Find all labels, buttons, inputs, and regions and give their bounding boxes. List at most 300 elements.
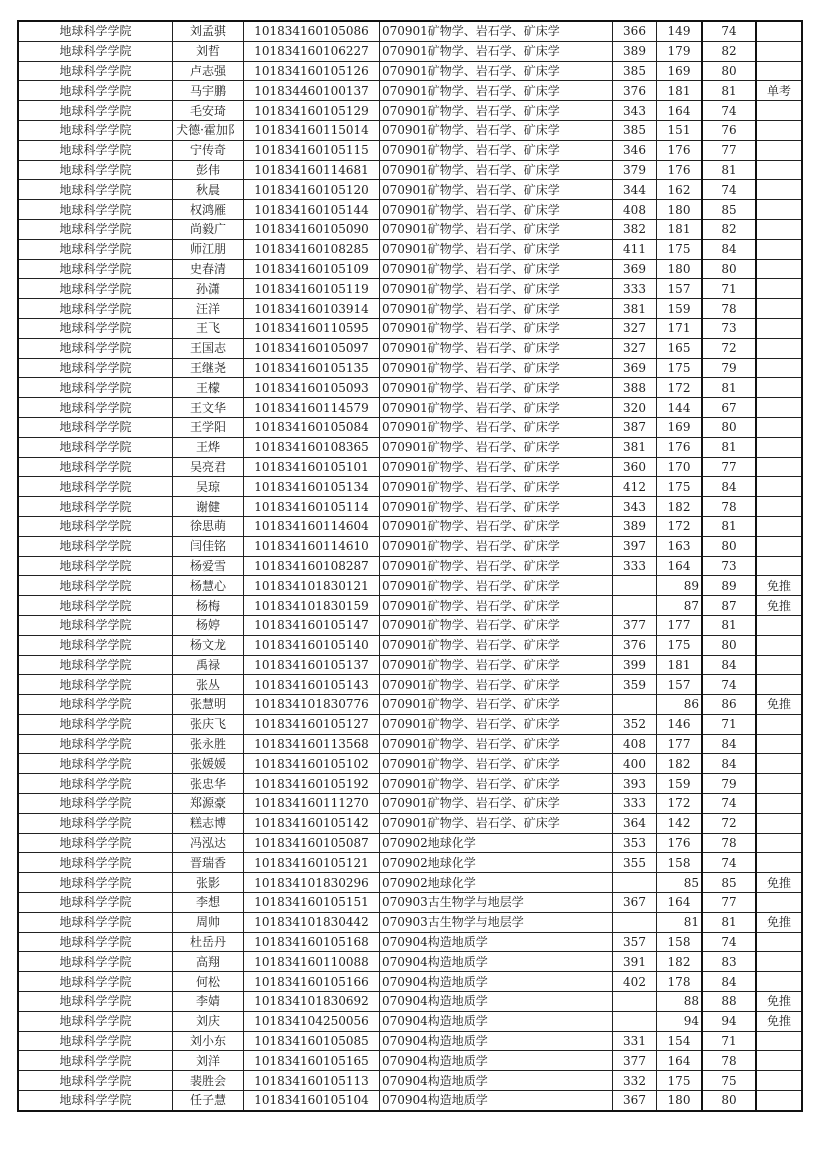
exam-id-cell: 101834160110088 (244, 952, 380, 972)
total-score-cell: 84 (702, 972, 756, 992)
college-cell: 地球科学学院 (18, 794, 173, 814)
table-row (18, 794, 802, 814)
table-row (18, 318, 802, 338)
total-score-cell: 80 (702, 536, 756, 556)
table-body (18, 21, 802, 1111)
major-cell: 070901矿物学、岩石学、矿床学 (380, 655, 613, 675)
exam-id-cell: 101834160105166 (244, 972, 380, 992)
initial-score-cell: 376 (613, 635, 657, 655)
initial-score-cell: 352 (613, 714, 657, 734)
total-score-cell: 81 (702, 437, 756, 457)
college-cell: 地球科学学院 (18, 1031, 173, 1051)
major-cell: 070904构造地质学 (380, 1011, 613, 1031)
name-cell: 史春清 (173, 259, 244, 279)
retest-score-cell: 170 (657, 457, 703, 477)
major-cell: 070901矿物学、岩石学、矿床学 (380, 615, 613, 635)
college-cell: 地球科学学院 (18, 398, 173, 418)
retest-score-cell: 181 (657, 81, 703, 101)
college-cell: 地球科学学院 (18, 1011, 173, 1031)
total-score-cell: 81 (702, 615, 756, 635)
table-row (18, 120, 802, 140)
retest-score-cell: 175 (657, 635, 703, 655)
major-cell: 070901矿物学、岩石学、矿床学 (380, 318, 613, 338)
initial-score-cell: 402 (613, 972, 657, 992)
total-score-cell: 83 (702, 952, 756, 972)
retest-score-cell: 87 (657, 596, 703, 616)
total-score-cell: 74 (702, 101, 756, 121)
initial-score-cell: 367 (613, 1091, 657, 1111)
exam-id-cell: 101834101830442 (244, 912, 380, 932)
exam-id-cell: 101834160106227 (244, 41, 380, 61)
exam-id-cell: 101834160105104 (244, 1091, 380, 1111)
note-cell (756, 120, 802, 140)
total-score-cell: 78 (702, 299, 756, 319)
initial-score-cell: 393 (613, 774, 657, 794)
major-cell: 070901矿物学、岩石学、矿床学 (380, 516, 613, 536)
retest-score-cell: 172 (657, 516, 703, 536)
total-score-cell: 80 (702, 635, 756, 655)
total-score-cell: 67 (702, 398, 756, 418)
major-cell: 070903古生物学与地层学 (380, 893, 613, 913)
initial-score-cell: 369 (613, 259, 657, 279)
major-cell: 070901矿物学、岩石学、矿床学 (380, 734, 613, 754)
college-cell: 地球科学学院 (18, 576, 173, 596)
note-cell (756, 140, 802, 160)
initial-score-cell: 333 (613, 794, 657, 814)
note-cell (756, 893, 802, 913)
name-cell: 周帅 (173, 912, 244, 932)
table-row (18, 675, 802, 695)
exam-id-cell: 101834101830692 (244, 992, 380, 1012)
college-cell: 地球科学学院 (18, 873, 173, 893)
total-score-cell: 84 (702, 655, 756, 675)
initial-score-cell: 343 (613, 497, 657, 517)
retest-score-cell: 175 (657, 239, 703, 259)
initial-score-cell: 327 (613, 338, 657, 358)
note-cell (756, 853, 802, 873)
table-row (18, 279, 802, 299)
note-cell (756, 1091, 802, 1111)
total-score-cell: 80 (702, 417, 756, 437)
table-row (18, 972, 802, 992)
exam-id-cell: 101834160105143 (244, 675, 380, 695)
table-row (18, 893, 802, 913)
initial-score-cell: 382 (613, 219, 657, 239)
name-cell: 王飞 (173, 318, 244, 338)
table-row (18, 457, 802, 477)
name-cell: 张永胜 (173, 734, 244, 754)
initial-score-cell: 369 (613, 358, 657, 378)
note-cell (756, 932, 802, 952)
exam-id-cell: 101834160108365 (244, 437, 380, 457)
name-cell: 冯泓达 (173, 833, 244, 853)
exam-id-cell: 101834160105135 (244, 358, 380, 378)
name-cell: 犬德·霍加阝 (173, 120, 244, 140)
retest-score-cell: 169 (657, 61, 703, 81)
note-cell: 免推 (756, 1011, 802, 1031)
note-cell (756, 833, 802, 853)
total-score-cell: 74 (702, 794, 756, 814)
name-cell: 李想 (173, 893, 244, 913)
retest-score-cell: 86 (657, 695, 703, 715)
college-cell: 地球科学学院 (18, 615, 173, 635)
major-cell: 070901矿物学、岩石学、矿床学 (380, 239, 613, 259)
retest-score-cell: 142 (657, 813, 703, 833)
initial-score-cell (613, 596, 657, 616)
college-cell: 地球科学学院 (18, 952, 173, 972)
name-cell: 刘孟骐 (173, 21, 244, 41)
retest-score-cell: 144 (657, 398, 703, 418)
college-cell: 地球科学学院 (18, 853, 173, 873)
college-cell: 地球科学学院 (18, 101, 173, 121)
college-cell: 地球科学学院 (18, 655, 173, 675)
name-cell: 秋晨 (173, 180, 244, 200)
retest-score-cell: 151 (657, 120, 703, 140)
table-row (18, 81, 802, 101)
retest-score-cell: 163 (657, 536, 703, 556)
college-cell: 地球科学学院 (18, 912, 173, 932)
total-score-cell: 74 (702, 932, 756, 952)
name-cell: 权鸿雁 (173, 200, 244, 220)
major-cell: 070904构造地质学 (380, 1071, 613, 1091)
note-cell (756, 952, 802, 972)
table-row (18, 358, 802, 378)
name-cell: 宁传奇 (173, 140, 244, 160)
major-cell: 070901矿物学、岩石学、矿床学 (380, 398, 613, 418)
retest-score-cell: 175 (657, 1071, 703, 1091)
retest-score-cell: 154 (657, 1031, 703, 1051)
name-cell: 毛安琦 (173, 101, 244, 121)
exam-id-cell: 101834160105101 (244, 457, 380, 477)
college-cell: 地球科学学院 (18, 120, 173, 140)
retest-score-cell: 81 (657, 912, 703, 932)
exam-id-cell: 101834160105192 (244, 774, 380, 794)
name-cell: 汪洋 (173, 299, 244, 319)
retest-score-cell: 175 (657, 358, 703, 378)
major-cell: 070901矿物学、岩石学、矿床学 (380, 675, 613, 695)
major-cell: 070901矿物学、岩石学、矿床学 (380, 140, 613, 160)
exam-id-cell: 101834160105168 (244, 932, 380, 952)
retest-score-cell: 85 (657, 873, 703, 893)
initial-score-cell: 400 (613, 754, 657, 774)
college-cell: 地球科学学院 (18, 299, 173, 319)
college-cell: 地球科学学院 (18, 259, 173, 279)
college-cell: 地球科学学院 (18, 754, 173, 774)
major-cell: 070904构造地质学 (380, 972, 613, 992)
exam-id-cell: 101834101830296 (244, 873, 380, 893)
note-cell: 免推 (756, 576, 802, 596)
retest-score-cell: 172 (657, 794, 703, 814)
retest-score-cell: 89 (657, 576, 703, 596)
total-score-cell: 82 (702, 41, 756, 61)
note-cell: 免推 (756, 992, 802, 1012)
retest-score-cell: 182 (657, 952, 703, 972)
note-cell (756, 200, 802, 220)
table-row (18, 992, 802, 1012)
name-cell: 刘庆 (173, 1011, 244, 1031)
retest-score-cell: 157 (657, 279, 703, 299)
table-row (18, 853, 802, 873)
exam-id-cell: 101834101830776 (244, 695, 380, 715)
college-cell: 地球科学学院 (18, 477, 173, 497)
college-cell: 地球科学学院 (18, 160, 173, 180)
major-cell: 070901矿物学、岩石学、矿床学 (380, 101, 613, 121)
major-cell: 070904构造地质学 (380, 952, 613, 972)
exam-id-cell: 101834101830121 (244, 576, 380, 596)
name-cell: 刘哲 (173, 41, 244, 61)
retest-score-cell: 180 (657, 200, 703, 220)
table-row (18, 21, 802, 41)
total-score-cell: 81 (702, 378, 756, 398)
name-cell: 吴琼 (173, 477, 244, 497)
retest-score-cell: 177 (657, 615, 703, 635)
exam-id-cell: 101834160105129 (244, 101, 380, 121)
table-row (18, 437, 802, 457)
exam-id-cell: 101834160114681 (244, 160, 380, 180)
major-cell: 070904构造地质学 (380, 1031, 613, 1051)
retest-score-cell: 181 (657, 219, 703, 239)
total-score-cell: 78 (702, 833, 756, 853)
initial-score-cell: 388 (613, 378, 657, 398)
note-cell (756, 358, 802, 378)
retest-score-cell: 181 (657, 655, 703, 675)
exam-id-cell: 101834160114579 (244, 398, 380, 418)
initial-score-cell: 331 (613, 1031, 657, 1051)
note-cell (756, 21, 802, 41)
initial-score-cell: 385 (613, 61, 657, 81)
college-cell: 地球科学学院 (18, 279, 173, 299)
table-row (18, 1091, 802, 1111)
college-cell: 地球科学学院 (18, 536, 173, 556)
major-cell: 070901矿物学、岩石学、矿床学 (380, 556, 613, 576)
note-cell (756, 972, 802, 992)
college-cell: 地球科学学院 (18, 61, 173, 81)
initial-score-cell: 391 (613, 952, 657, 972)
retest-score-cell: 164 (657, 101, 703, 121)
college-cell: 地球科学学院 (18, 1071, 173, 1091)
total-score-cell: 80 (702, 259, 756, 279)
retest-score-cell: 172 (657, 378, 703, 398)
retest-score-cell: 180 (657, 1091, 703, 1111)
major-cell: 070904构造地质学 (380, 932, 613, 952)
total-score-cell: 78 (702, 497, 756, 517)
note-cell (756, 101, 802, 121)
total-score-cell: 84 (702, 754, 756, 774)
college-cell: 地球科学学院 (18, 338, 173, 358)
name-cell: 张庆飞 (173, 714, 244, 734)
initial-score-cell: 360 (613, 457, 657, 477)
retest-score-cell: 178 (657, 972, 703, 992)
note-cell (756, 160, 802, 180)
note-cell: 免推 (756, 596, 802, 616)
retest-score-cell: 176 (657, 140, 703, 160)
table-row (18, 219, 802, 239)
exam-id-cell: 101834160105165 (244, 1051, 380, 1071)
name-cell: 高翔 (173, 952, 244, 972)
table-row (18, 754, 802, 774)
initial-score-cell: 332 (613, 1071, 657, 1091)
name-cell: 王国志 (173, 338, 244, 358)
initial-score-cell: 343 (613, 101, 657, 121)
major-cell: 070901矿物学、岩石学、矿床学 (380, 378, 613, 398)
total-score-cell: 81 (702, 912, 756, 932)
total-score-cell: 88 (702, 992, 756, 1012)
exam-id-cell: 101834160115014 (244, 120, 380, 140)
table-row (18, 1051, 802, 1071)
initial-score-cell: 377 (613, 615, 657, 635)
note-cell (756, 457, 802, 477)
total-score-cell: 72 (702, 813, 756, 833)
college-cell: 地球科学学院 (18, 437, 173, 457)
name-cell: 张忠华 (173, 774, 244, 794)
college-cell: 地球科学学院 (18, 358, 173, 378)
name-cell: 杨婷 (173, 615, 244, 635)
table-row (18, 200, 802, 220)
total-score-cell: 79 (702, 774, 756, 794)
table-row (18, 576, 802, 596)
note-cell (756, 655, 802, 675)
name-cell: 张影 (173, 873, 244, 893)
table-row (18, 398, 802, 418)
name-cell: 王檬 (173, 378, 244, 398)
major-cell: 070901矿物学、岩石学、矿床学 (380, 21, 613, 41)
table-row (18, 1071, 802, 1091)
exam-id-cell: 101834160105087 (244, 833, 380, 853)
name-cell: 师江朋 (173, 239, 244, 259)
table-row (18, 833, 802, 853)
major-cell: 070901矿物学、岩石学、矿床学 (380, 358, 613, 378)
exam-id-cell: 101834160105119 (244, 279, 380, 299)
name-cell: 卢志强 (173, 61, 244, 81)
college-cell: 地球科学学院 (18, 992, 173, 1012)
name-cell: 王文华 (173, 398, 244, 418)
initial-score-cell: 346 (613, 140, 657, 160)
exam-id-cell: 101834160105126 (244, 61, 380, 81)
exam-id-cell: 101834160114604 (244, 516, 380, 536)
college-cell: 地球科学学院 (18, 695, 173, 715)
college-cell: 地球科学学院 (18, 1091, 173, 1111)
total-score-cell: 80 (702, 61, 756, 81)
retest-score-cell: 94 (657, 1011, 703, 1031)
name-cell: 杨梅 (173, 596, 244, 616)
note-cell (756, 378, 802, 398)
initial-score-cell: 367 (613, 893, 657, 913)
retest-score-cell: 162 (657, 180, 703, 200)
college-cell: 地球科学学院 (18, 41, 173, 61)
major-cell: 070902地球化学 (380, 833, 613, 853)
table-row (18, 615, 802, 635)
table-row (18, 952, 802, 972)
name-cell: 王学阳 (173, 417, 244, 437)
major-cell: 070901矿物学、岩石学、矿床学 (380, 813, 613, 833)
exam-id-cell: 101834160105137 (244, 655, 380, 675)
name-cell: 糕志博 (173, 813, 244, 833)
table-row (18, 338, 802, 358)
total-score-cell: 79 (702, 358, 756, 378)
major-cell: 070901矿物学、岩石学、矿床学 (380, 81, 613, 101)
exam-id-cell: 101834160105086 (244, 21, 380, 41)
retest-score-cell: 158 (657, 853, 703, 873)
table-row (18, 140, 802, 160)
total-score-cell: 89 (702, 576, 756, 596)
exam-id-cell: 101834160105120 (244, 180, 380, 200)
total-score-cell: 84 (702, 477, 756, 497)
initial-score-cell: 381 (613, 437, 657, 457)
college-cell: 地球科学学院 (18, 972, 173, 992)
exam-id-cell: 101834160105115 (244, 140, 380, 160)
exam-id-cell: 101834160105084 (244, 417, 380, 437)
college-cell: 地球科学学院 (18, 81, 173, 101)
note-cell (756, 299, 802, 319)
name-cell: 尚毅广 (173, 219, 244, 239)
total-score-cell: 71 (702, 1031, 756, 1051)
table-row (18, 61, 802, 81)
initial-score-cell (613, 576, 657, 596)
note-cell (756, 1071, 802, 1091)
college-cell: 地球科学学院 (18, 556, 173, 576)
total-score-cell: 77 (702, 457, 756, 477)
exam-id-cell: 101834160113568 (244, 734, 380, 754)
college-cell: 地球科学学院 (18, 893, 173, 913)
initial-score-cell: 376 (613, 81, 657, 101)
table-row (18, 655, 802, 675)
note-cell (756, 635, 802, 655)
table-row (18, 239, 802, 259)
college-cell: 地球科学学院 (18, 774, 173, 794)
table-row (18, 1011, 802, 1031)
retest-score-cell: 182 (657, 754, 703, 774)
exam-id-cell: 101834104250056 (244, 1011, 380, 1031)
note-cell (756, 734, 802, 754)
table-row (18, 556, 802, 576)
initial-score-cell: 353 (613, 833, 657, 853)
total-score-cell: 73 (702, 318, 756, 338)
name-cell: 谢健 (173, 497, 244, 517)
table-row (18, 912, 802, 932)
exam-id-cell: 101834160105134 (244, 477, 380, 497)
exam-id-cell: 101834160105097 (244, 338, 380, 358)
table-row (18, 259, 802, 279)
total-score-cell: 84 (702, 239, 756, 259)
score-table (17, 20, 803, 1112)
major-cell: 070901矿物学、岩石学、矿床学 (380, 714, 613, 734)
table-row (18, 180, 802, 200)
initial-score-cell: 359 (613, 675, 657, 695)
name-cell: 吴亮君 (173, 457, 244, 477)
initial-score-cell: 344 (613, 180, 657, 200)
initial-score-cell: 408 (613, 200, 657, 220)
major-cell: 070901矿物学、岩石学、矿床学 (380, 61, 613, 81)
total-score-cell: 84 (702, 734, 756, 754)
name-cell: 闫佳铭 (173, 536, 244, 556)
total-score-cell: 75 (702, 1071, 756, 1091)
note-cell (756, 437, 802, 457)
college-cell: 地球科学学院 (18, 714, 173, 734)
exam-id-cell: 101834101830159 (244, 596, 380, 616)
exam-id-cell: 101834460100137 (244, 81, 380, 101)
table-row (18, 299, 802, 319)
major-cell: 070901矿物学、岩石学、矿床学 (380, 536, 613, 556)
total-score-cell: 76 (702, 120, 756, 140)
note-cell (756, 239, 802, 259)
note-cell (756, 398, 802, 418)
name-cell: 杨文龙 (173, 635, 244, 655)
table-row (18, 378, 802, 398)
total-score-cell: 78 (702, 1051, 756, 1071)
major-cell: 070902地球化学 (380, 873, 613, 893)
major-cell: 070901矿物学、岩石学、矿床学 (380, 497, 613, 517)
total-score-cell: 77 (702, 893, 756, 913)
